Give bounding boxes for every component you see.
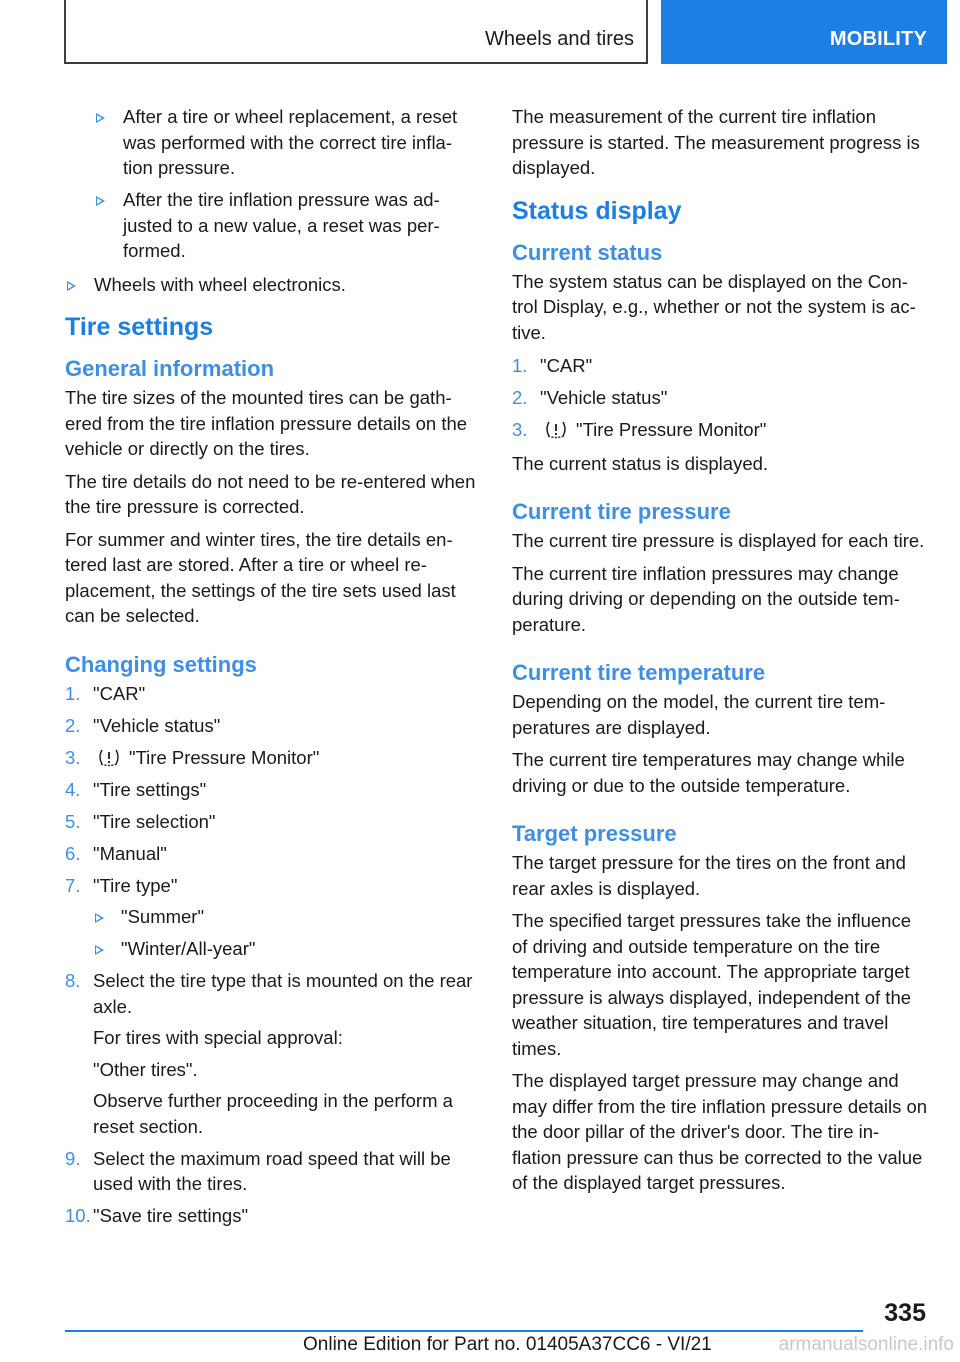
paragraph: The tire sizes of the mounted tires can be gath- ered from the tire inflation pressure details on the vehicle or directly on the tires. (65, 387, 468, 459)
paragraph: The target pressure for the tires on the front and rear axles is displayed. (512, 852, 906, 899)
paragraph: The tire details do not need to be re-entered when the tire pressure is corrected. (65, 470, 476, 517)
triangle-bullet-icon (95, 945, 104, 955)
left-column (65, 104, 483, 1237)
chapter-tab (661, 0, 947, 64)
heading-target-pressure: Target pressure (512, 821, 677, 846)
triangle-bullet-icon (96, 113, 105, 123)
paragraph: Observe further proceeding in the perform a reset section. (93, 1090, 453, 1137)
reset-conditions-list (94, 104, 483, 264)
list-item: 3. "Tire Pressure Monitor" (65, 746, 320, 768)
paragraph: The measurement of the current tire inflation pressure is started. The measurement progress is displayed. (512, 106, 920, 178)
list-item: 1. "CAR" (65, 682, 146, 704)
edition-note: Online Edition for Part no. 01405A37CC6 - VI/21 (303, 1334, 712, 1355)
status-steps (512, 353, 928, 443)
heading-general-information: General information (65, 356, 275, 381)
paragraph: The current status is displayed. (512, 452, 769, 474)
paragraph: For summer and winter tires, the tire details en- tered last are stored. After a tire or wheel re- placement, the settings of the tire sets used last can be selected. (65, 528, 456, 626)
triangle-bullet-icon (67, 281, 76, 291)
list-item: "Winter/All-year" (93, 936, 483, 962)
list-item: 10. "Save tire settings" (65, 1205, 249, 1226)
heading-tire-settings: Tire settings (65, 313, 214, 341)
list-item: 6. "Manual" (65, 842, 167, 864)
chapter-title: MOBILITY (829, 28, 927, 50)
list-item: 1. "CAR" (512, 355, 593, 376)
list-item: 9. Select the maximum road speed that will be used with the tires. (65, 1147, 451, 1194)
section-title: Wheels and tires (485, 28, 634, 50)
heading-status-display: Status display (512, 196, 682, 225)
paragraph: The specified target pressures take the influence of driving and outside temperature on the tire temperature into account. The appropriate target pressure is always displayed, independent of the weather situation, tire temperatures and travel times. (512, 910, 912, 1059)
paragraph: The system status can be displayed on the Con- trol Display, e.g., whether or not the system is ac- tive. (512, 270, 916, 343)
paragraph: The displayed target pressure may change and may differ from the tire inflation pressure details on the door pillar of the driver's door. The tire in- flation pressure can thus be corrected to the value of the displayed target pressures. (512, 1070, 928, 1193)
list-item: 3. "Tire Pressure Monitor" (512, 419, 767, 440)
list-item: Wheels with wheel electronics. (65, 272, 483, 298)
list-item: After a tire or wheel replacement, a reset was performed with the correct tire infla- tion pressure. (94, 104, 483, 181)
list-item: 4. "Tire settings" (65, 778, 207, 800)
paragraph: "Other tires". (93, 1058, 198, 1080)
list-item: After the tire inflation pressure was ad- justed to a new value, a reset was per- formed. (94, 187, 483, 264)
list-item: 7. "Tire type" "Summer" "Winter/All-year" (65, 873, 483, 962)
wheel-electronics-list (65, 272, 483, 298)
list-item: 2. "Vehicle status" (65, 714, 221, 736)
triangle-bullet-icon (95, 913, 104, 923)
heading-current-tire-pressure: Current tire pressure (512, 499, 731, 524)
paragraph: The current tire pressure is displayed for each tire. (512, 530, 925, 551)
heading-changing-settings: Changing settings (65, 651, 257, 677)
list-item: 2. "Vehicle status" (512, 387, 668, 408)
triangle-bullet-icon (96, 196, 105, 206)
tire-type-options (93, 904, 483, 962)
heading-current-status: Current status (512, 239, 663, 265)
running-header (64, 0, 648, 64)
list-item: 8. Select the tire type that is mounted on the rear axle. For tires with special approval: "Other tires". Observe further proceeding in the perform a reset section. (65, 968, 483, 1139)
watermark-site: armanualsonline.info (778, 1334, 954, 1355)
heading-current-tire-temperature: Current tire temperature (512, 660, 766, 685)
list-item: 5. "Tire selection" (65, 810, 216, 832)
paragraph: Depending on the model, the current tire tem- peratures are displayed. (512, 691, 886, 738)
changing-settings-steps (65, 681, 483, 1229)
tire-pressure-warning-icon (97, 747, 121, 767)
tire-pressure-warning-icon (544, 419, 568, 439)
paragraph: The current tire inflation pressures may change during driving or depending on the outside tem- perature. (512, 562, 900, 635)
page-number: 335 (884, 1299, 926, 1327)
right-column (512, 104, 928, 1203)
paragraph: For tires with special approval: (93, 1027, 343, 1048)
paragraph: The current tire temperatures may change while driving or due to the outside temperature. (512, 749, 905, 796)
list-item: "Summer" (93, 904, 483, 930)
footer-divider (65, 1330, 863, 1332)
